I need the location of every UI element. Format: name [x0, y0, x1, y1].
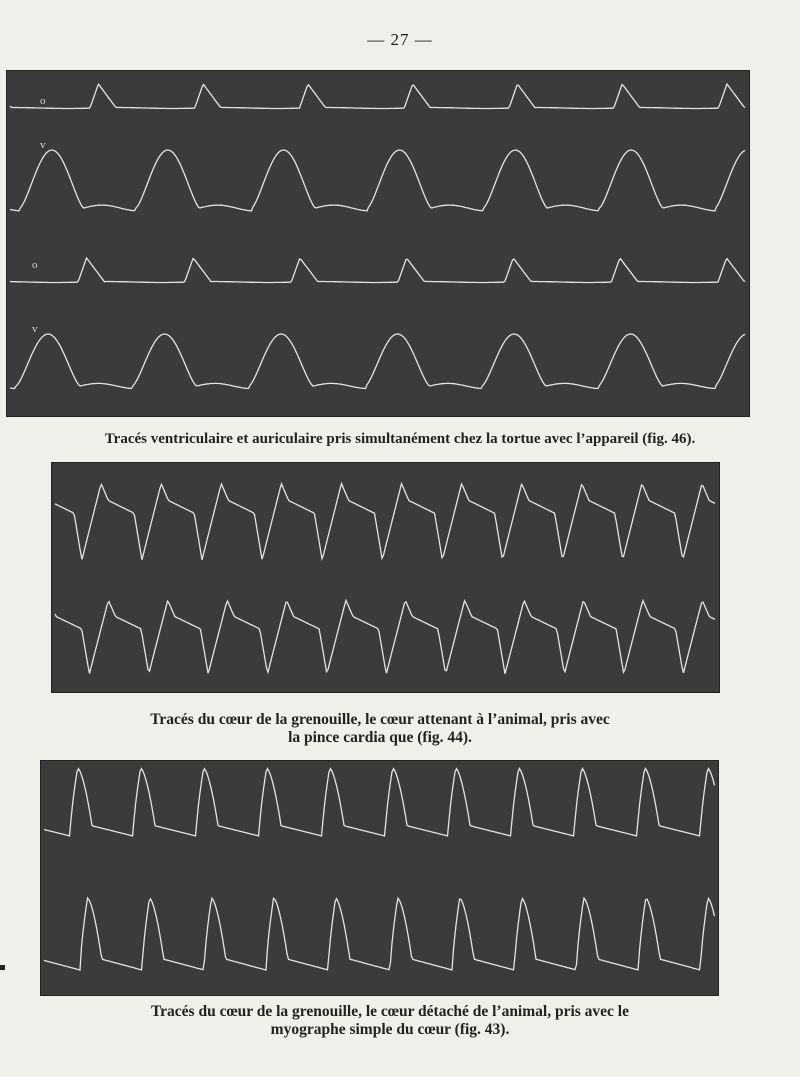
- trace-line: [44, 769, 715, 836]
- caption-line: myographe simple du cœur (fig. 43).: [270, 1021, 510, 1038]
- trace-label: o: [32, 259, 38, 271]
- trace-line: [10, 150, 745, 211]
- trace-line: [10, 334, 745, 389]
- trace-label: v: [32, 323, 38, 335]
- caption-line: la pince cardia que (fig. 44).: [288, 729, 472, 746]
- figure-frog-detached-plate: [40, 760, 719, 996]
- figure-frog-detached-caption: [40, 1003, 740, 1039]
- trace-line: [44, 898, 715, 970]
- frog-attached-traces: [51, 462, 720, 693]
- margin-mark: [0, 965, 5, 970]
- frog-detached-traces: [40, 760, 719, 996]
- figure-frog-attached-caption: [60, 711, 700, 747]
- trace-line: [55, 600, 715, 673]
- caption-line: Tracés ventriculaire et auriculaire pris simultanément chez la tortue avec l’appareil (fig. 46).: [104, 431, 696, 447]
- figure-turtle-plate: [6, 70, 750, 417]
- figure-turtle-caption: [0, 430, 800, 448]
- trace-label: v: [40, 139, 46, 151]
- figure-frog-attached-plate: [51, 462, 720, 693]
- turtle-traces: [6, 70, 750, 417]
- trace-line: [10, 258, 745, 282]
- trace-line: [55, 484, 715, 560]
- page-number: — 27 —: [367, 30, 433, 49]
- caption-line: Tracés du cœur de la grenouille, le cœur détaché de l’animal, pris avec le: [150, 1003, 629, 1020]
- caption-line: Tracés du cœur de la grenouille, le cœur attenant à l’animal, pris avec: [150, 711, 610, 728]
- trace-line: [10, 84, 745, 108]
- trace-label: o: [40, 95, 46, 107]
